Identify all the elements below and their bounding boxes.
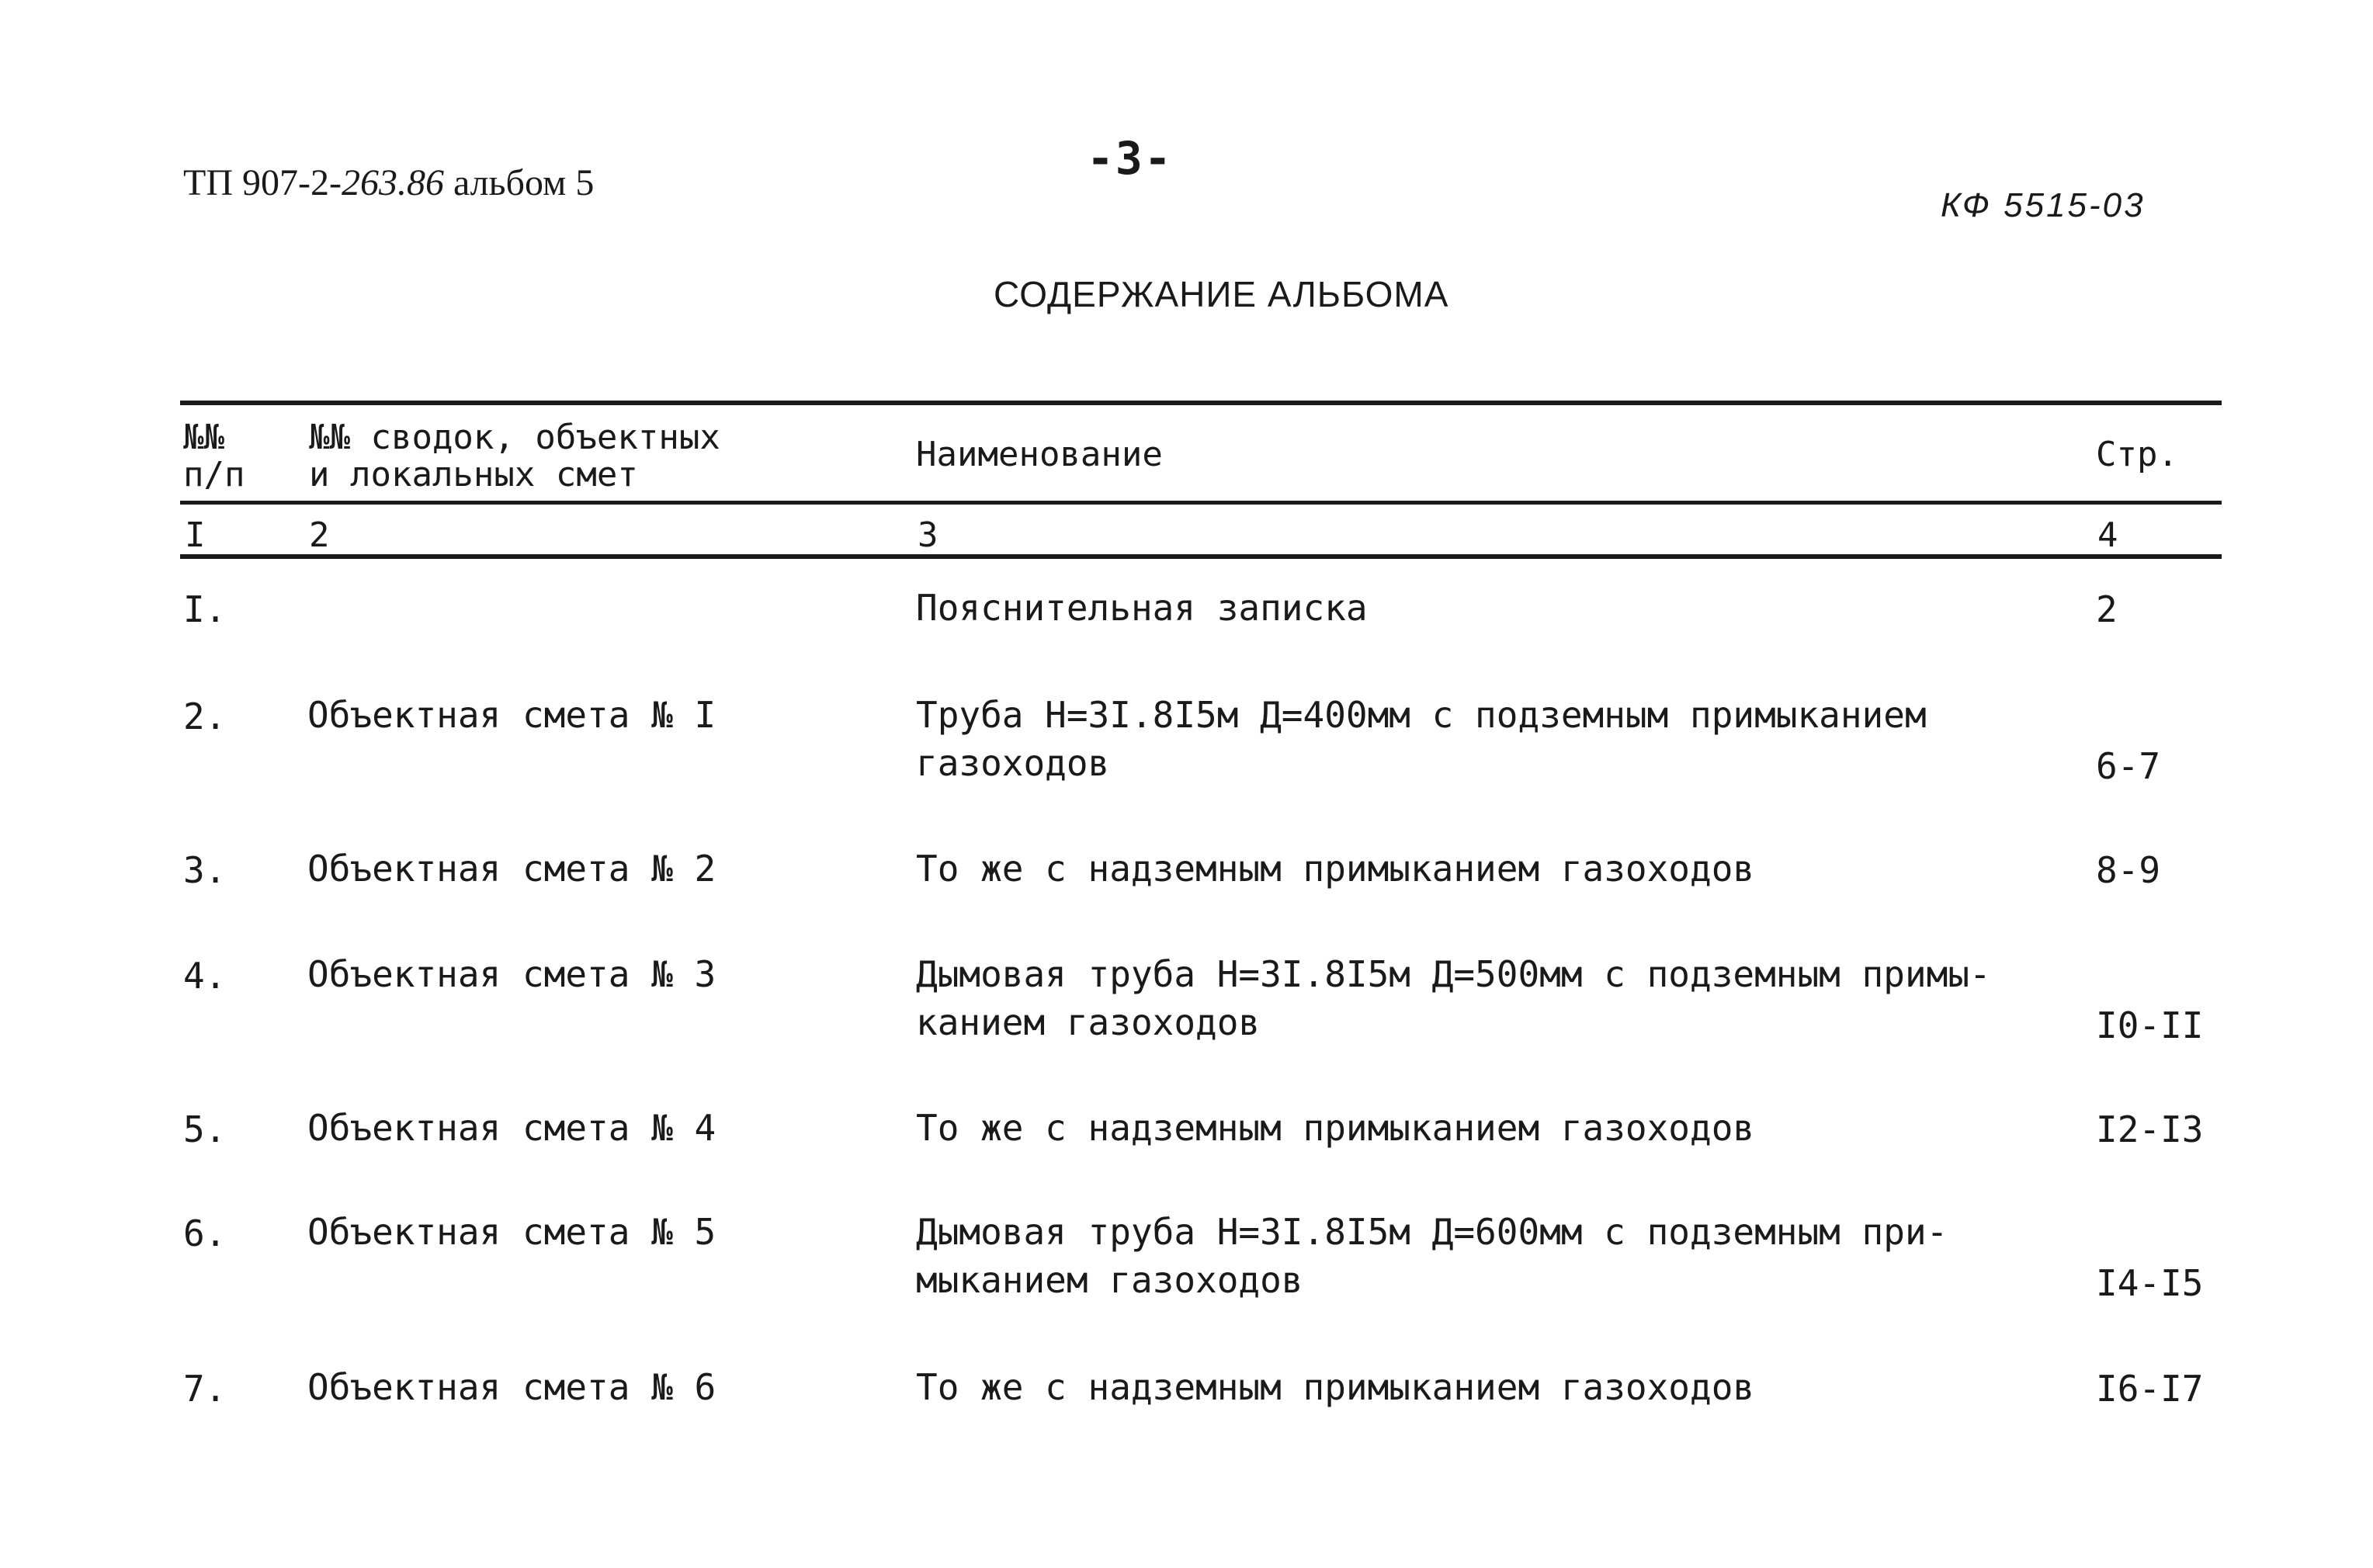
row-3-pages: 8-9 — [2096, 849, 2161, 891]
row-6-name — [916, 1208, 1948, 1304]
row-2-number: 2. — [183, 696, 227, 737]
archive-stamp: КФ 5515-03 — [1941, 186, 2146, 224]
row-5-pages: I2-I3 — [2096, 1108, 2204, 1150]
row-3-estimate: Объектная смета № 2 — [307, 848, 716, 890]
row-1-pages: 2 — [2096, 588, 2118, 630]
row-4-number: 4. — [183, 955, 227, 997]
row-7-number: 7. — [183, 1368, 227, 1410]
row-2-name-line1: Труба Н=3I.8I5м Д=400мм с подземным примыканием — [916, 694, 1927, 736]
row-5-name: То же с надземным примыканием газоходов — [916, 1107, 1755, 1149]
column-header-name: Наименование — [916, 435, 1163, 474]
column-number-4: 4 — [2097, 515, 2118, 555]
row-7-estimate: Объектная смета № 6 — [307, 1366, 716, 1408]
row-7-pages: I6-I7 — [2096, 1368, 2204, 1410]
row-6-name-line1: Дымовая труба Н=3I.8I5м Д=600мм с подземным при- — [916, 1211, 1948, 1253]
row-5-number: 5. — [183, 1108, 227, 1150]
row-2-estimate: Объектная смета № I — [307, 694, 716, 736]
document-code-prefix: ТП 907-2- — [183, 162, 342, 203]
row-4-name — [916, 950, 1991, 1046]
document-code — [183, 161, 594, 204]
column-header-estimate — [309, 419, 720, 494]
row-1-name: Пояснительная записка — [916, 587, 1368, 629]
row-1-number: I. — [183, 588, 227, 630]
row-6-number: 6. — [183, 1212, 227, 1254]
table-colnum-rule — [180, 554, 2222, 559]
document-code-handwritten: 263.86 — [341, 162, 444, 203]
row-4-name-line1: Дымовая труба Н=3I.8I5м Д=500мм с подземным примы- — [916, 953, 1991, 995]
row-7-name: То же с надземным примыканием газоходов — [916, 1366, 1755, 1408]
row-3-number: 3. — [183, 849, 227, 891]
row-5-estimate: Объектная смета № 4 — [307, 1107, 716, 1149]
row-4-estimate: Объектная смета № 3 — [307, 953, 716, 995]
column-number-2: 2 — [309, 515, 330, 555]
page-number: -3- — [1087, 132, 1173, 185]
row-4-pages: I0-II — [2096, 1004, 2204, 1046]
column-header-number — [183, 419, 245, 494]
row-6-estimate: Объектная смета № 5 — [307, 1211, 716, 1253]
column-header-estimate-line2: и локальных смет — [309, 455, 638, 494]
row-3-name: То же с надземным примыканием газоходов — [916, 848, 1755, 890]
row-2-pages: 6-7 — [2096, 745, 2161, 787]
column-header-estimate-line1: №№ сводок, объектных — [309, 418, 720, 457]
row-2-name — [916, 691, 1927, 787]
page-title: СОДЕРЖАНИЕ АЛЬБОМА — [994, 274, 1449, 314]
column-number-1: I — [185, 515, 206, 555]
table-header-rule — [180, 501, 2222, 505]
document-code-suffix: альбом 5 — [443, 162, 595, 203]
row-4-name-line2: канием газоходов — [916, 1001, 1261, 1043]
row-2-name-line2: газоходов — [916, 742, 1110, 784]
row-6-name-line2: мыканием газоходов — [916, 1259, 1303, 1301]
table-top-rule — [180, 401, 2222, 405]
row-6-pages: I4-I5 — [2096, 1262, 2204, 1304]
column-header-number-line2: п/п — [183, 455, 245, 494]
column-header-number-line1: №№ — [183, 418, 224, 457]
column-number-3: 3 — [918, 515, 938, 555]
column-header-pages: Стр. — [2096, 435, 2178, 474]
